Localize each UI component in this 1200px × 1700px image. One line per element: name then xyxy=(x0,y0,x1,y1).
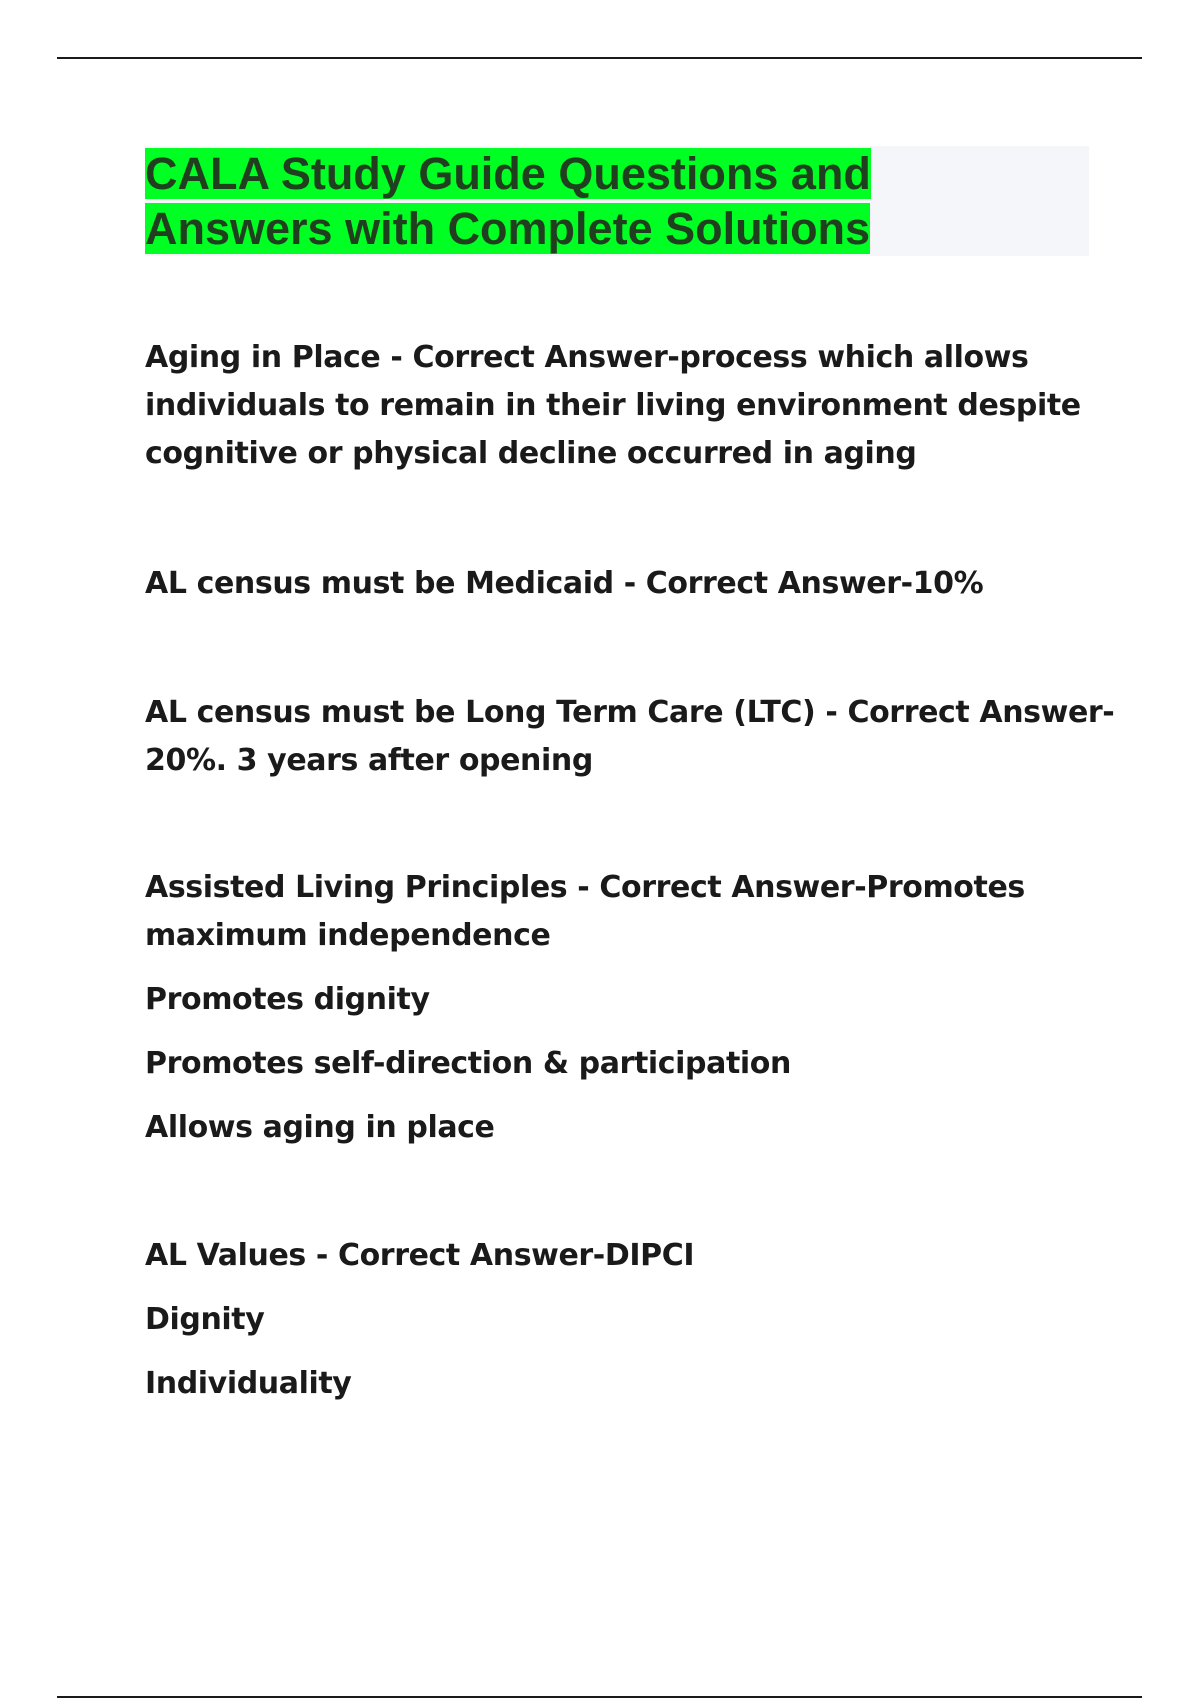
entry-line: Assisted Living Principles - Correct Answer-Promotes xyxy=(145,870,1025,905)
list-item: Individuality xyxy=(145,1366,352,1401)
list-item: Allows aging in place xyxy=(145,1110,495,1145)
top-rule xyxy=(57,57,1142,59)
entry-line: Aging in Place - Correct Answer-process which allows xyxy=(145,340,1029,375)
list-item: Promotes self-direction & participation xyxy=(145,1046,791,1081)
bottom-rule xyxy=(57,1696,1142,1698)
list-item: Promotes dignity xyxy=(145,982,430,1017)
entry-line: AL census must be Long Term Care (LTC) - Correct Answer- xyxy=(145,695,1115,730)
entry-al-census-ltc xyxy=(145,689,1115,785)
title-line-1: CALA Study Guide Questions and xyxy=(145,148,871,199)
list-item: Dignity xyxy=(145,1302,265,1337)
entry-line: maximum independence xyxy=(145,918,551,953)
entry-line: cognitive or physical decline occurred in aging xyxy=(145,436,917,471)
entry-line: AL Values - Correct Answer-DIPCI xyxy=(145,1238,695,1273)
entry-al-values xyxy=(145,1232,1045,1408)
entry-line: individuals to remain in their living environment despite xyxy=(145,388,1081,423)
entry-al-census-medicaid xyxy=(145,560,1045,608)
entry-line: AL census must be Medicaid - Correct Answer-10% xyxy=(145,566,984,601)
title-line-2: Answers with Complete Solutions xyxy=(145,203,871,254)
entry-aging-in-place xyxy=(145,334,1081,478)
entry-assisted-living-principles xyxy=(145,864,1045,1152)
title-block xyxy=(145,146,1089,256)
entry-line: 20%. 3 years after opening xyxy=(145,743,593,778)
